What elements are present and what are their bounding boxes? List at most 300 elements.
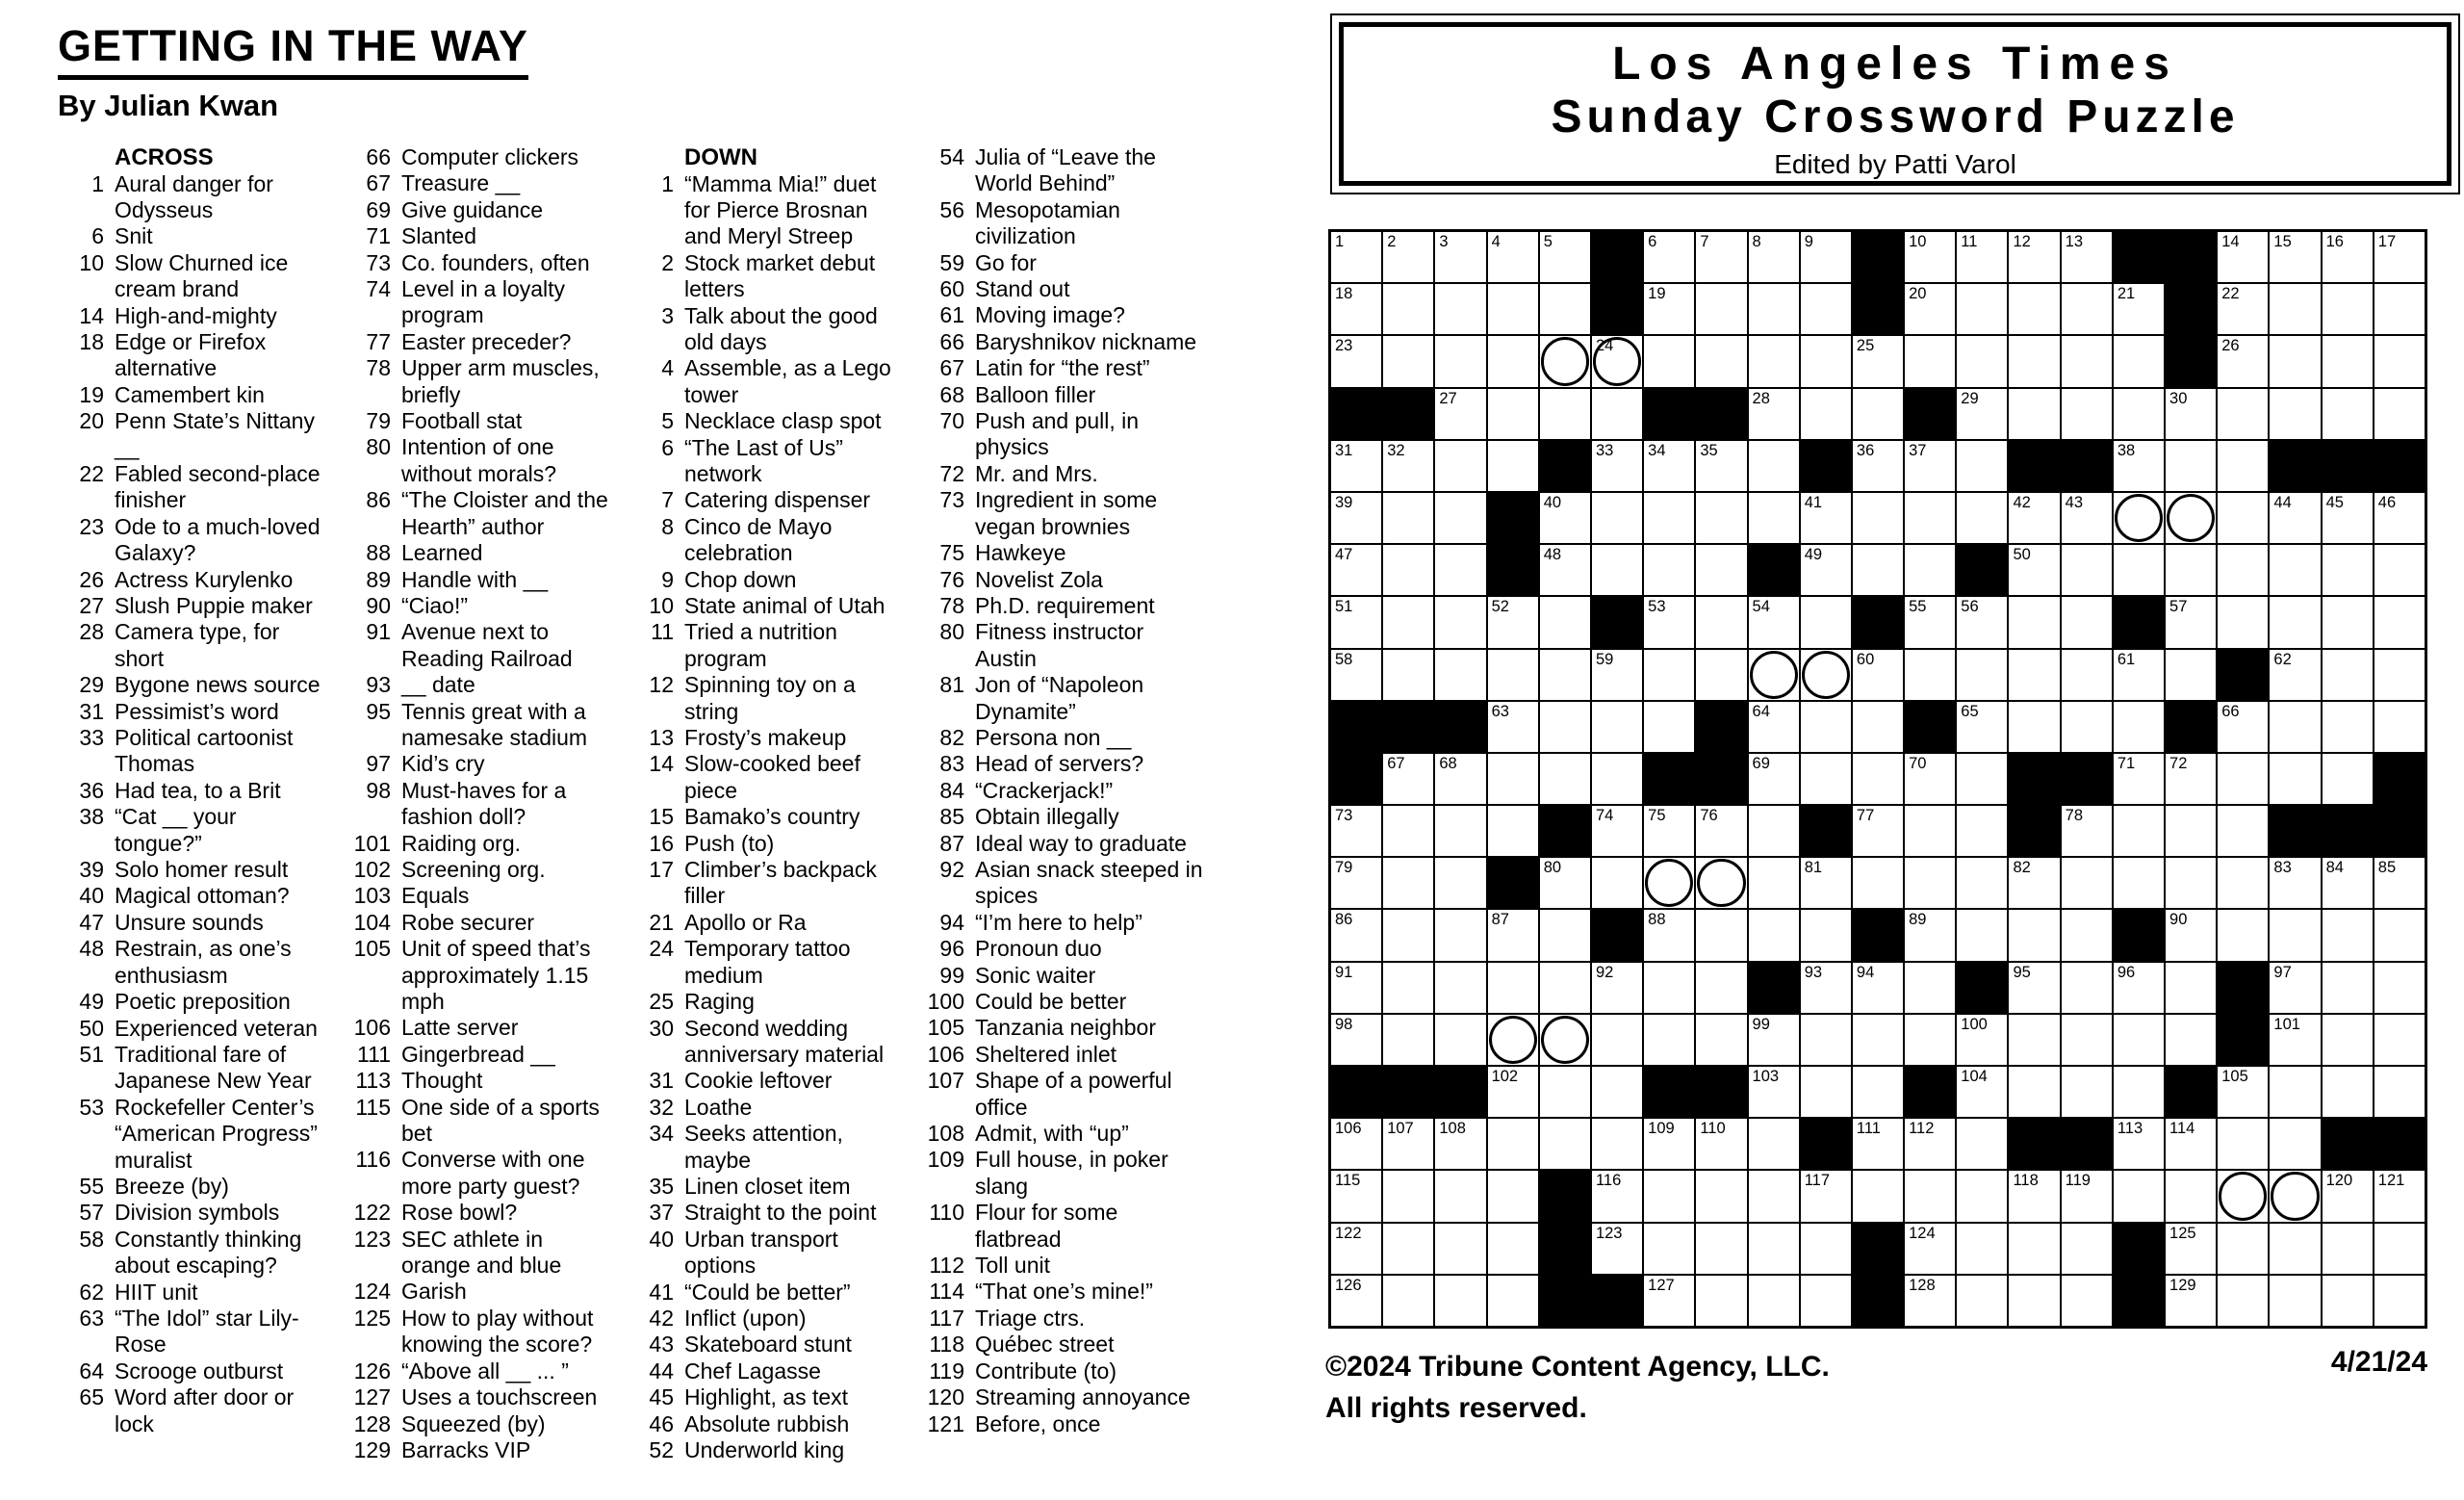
grid-cell-r5c3[interactable]: [1435, 441, 1485, 491]
grid-cell-r18c5[interactable]: [1540, 1119, 1590, 1169]
grid-cell-r1c15[interactable]: [2062, 232, 2112, 282]
grid-cell-r15c3[interactable]: [1435, 963, 1485, 1013]
grid-cell-r13c8[interactable]: [1696, 858, 1746, 908]
grid-cell-r12c7[interactable]: [1644, 806, 1694, 856]
grid-cell-r9c10[interactable]: [1801, 650, 1851, 700]
grid-cell-r1c4[interactable]: [1488, 232, 1538, 282]
grid-cell-r1c7[interactable]: [1644, 232, 1694, 282]
grid-cell-r14c19[interactable]: [2270, 910, 2320, 960]
grid-cell-r15c19[interactable]: [2270, 963, 2320, 1013]
grid-cell-r15c15[interactable]: [2062, 963, 2112, 1013]
grid-cell-r9c11[interactable]: [1853, 650, 1903, 700]
grid-cell-r5c12[interactable]: [1905, 441, 1955, 491]
grid-cell-r13c17[interactable]: [2166, 858, 2216, 908]
grid-cell-r8c21[interactable]: [2374, 597, 2425, 647]
grid-cell-r6c21[interactable]: [2374, 493, 2425, 543]
grid-cell-r19c2[interactable]: [1383, 1171, 1433, 1221]
grid-cell-r2c20[interactable]: [2323, 284, 2373, 334]
grid-cell-r18c4[interactable]: [1488, 1119, 1538, 1169]
grid-cell-r6c8[interactable]: [1696, 493, 1746, 543]
grid-cell-r18c8[interactable]: [1696, 1119, 1746, 1169]
grid-cell-r8c2[interactable]: [1383, 597, 1433, 647]
grid-cell-r15c1[interactable]: [1331, 963, 1381, 1013]
grid-cell-r20c17[interactable]: [2166, 1224, 2216, 1274]
grid-cell-r19c17[interactable]: [2166, 1171, 2216, 1221]
grid-cell-r8c19[interactable]: [2270, 597, 2320, 647]
grid-cell-r14c21[interactable]: [2374, 910, 2425, 960]
grid-cell-r2c13[interactable]: [1957, 284, 2007, 334]
grid-cell-r4c19[interactable]: [2270, 389, 2320, 439]
grid-cell-r15c8[interactable]: [1696, 963, 1746, 1013]
grid-cell-r21c18[interactable]: [2218, 1276, 2268, 1326]
grid-cell-r1c8[interactable]: [1696, 232, 1746, 282]
grid-cell-r6c11[interactable]: [1853, 493, 1903, 543]
grid-cell-r20c2[interactable]: [1383, 1224, 1433, 1274]
grid-cell-r21c17[interactable]: [2166, 1276, 2216, 1326]
grid-cell-r10c10[interactable]: [1801, 702, 1851, 752]
grid-cell-r1c1[interactable]: [1331, 232, 1381, 282]
grid-cell-r9c17[interactable]: [2166, 650, 2216, 700]
grid-cell-r4c4[interactable]: [1488, 389, 1538, 439]
grid-cell-r12c12[interactable]: [1905, 806, 1955, 856]
grid-cell-r19c7[interactable]: [1644, 1171, 1694, 1221]
grid-cell-r5c4[interactable]: [1488, 441, 1538, 491]
grid-cell-r16c8[interactable]: [1696, 1015, 1746, 1065]
grid-cell-r3c16[interactable]: [2114, 336, 2164, 386]
grid-cell-r6c17[interactable]: [2166, 493, 2216, 543]
grid-cell-r14c13[interactable]: [1957, 910, 2007, 960]
grid-cell-r13c10[interactable]: [1801, 858, 1851, 908]
grid-cell-r17c10[interactable]: [1801, 1067, 1851, 1117]
grid-cell-r8c8[interactable]: [1696, 597, 1746, 647]
grid-cell-r11c20[interactable]: [2323, 754, 2373, 804]
grid-cell-r18c9[interactable]: [1749, 1119, 1799, 1169]
grid-cell-r7c2[interactable]: [1383, 545, 1433, 595]
grid-cell-r14c3[interactable]: [1435, 910, 1485, 960]
grid-cell-r17c5[interactable]: [1540, 1067, 1590, 1117]
grid-cell-r8c10[interactable]: [1801, 597, 1851, 647]
grid-cell-r16c14[interactable]: [2009, 1015, 2059, 1065]
grid-cell-r2c10[interactable]: [1801, 284, 1851, 334]
grid-cell-r4c10[interactable]: [1801, 389, 1851, 439]
grid-cell-r3c12[interactable]: [1905, 336, 1955, 386]
grid-cell-r12c2[interactable]: [1383, 806, 1433, 856]
grid-cell-r18c19[interactable]: [2270, 1119, 2320, 1169]
grid-cell-r7c21[interactable]: [2374, 545, 2425, 595]
grid-cell-r14c15[interactable]: [2062, 910, 2112, 960]
grid-cell-r16c21[interactable]: [2374, 1015, 2425, 1065]
grid-cell-r8c9[interactable]: [1749, 597, 1799, 647]
grid-cell-r13c15[interactable]: [2062, 858, 2112, 908]
grid-cell-r16c11[interactable]: [1853, 1015, 1903, 1065]
grid-cell-r20c20[interactable]: [2323, 1224, 2373, 1274]
grid-cell-r21c21[interactable]: [2374, 1276, 2425, 1326]
grid-cell-r17c16[interactable]: [2114, 1067, 2164, 1117]
grid-cell-r6c20[interactable]: [2323, 493, 2373, 543]
grid-cell-r15c17[interactable]: [2166, 963, 2216, 1013]
grid-cell-r16c6[interactable]: [1592, 1015, 1642, 1065]
grid-cell-r5c9[interactable]: [1749, 441, 1799, 491]
grid-cell-r18c2[interactable]: [1383, 1119, 1433, 1169]
grid-cell-r5c8[interactable]: [1696, 441, 1746, 491]
grid-cell-r19c13[interactable]: [1957, 1171, 2007, 1221]
grid-cell-r18c6[interactable]: [1592, 1119, 1642, 1169]
grid-cell-r13c14[interactable]: [2009, 858, 2059, 908]
grid-cell-r14c2[interactable]: [1383, 910, 1433, 960]
grid-cell-r10c5[interactable]: [1540, 702, 1590, 752]
grid-cell-r15c5[interactable]: [1540, 963, 1590, 1013]
grid-cell-r7c15[interactable]: [2062, 545, 2112, 595]
grid-cell-r16c16[interactable]: [2114, 1015, 2164, 1065]
grid-cell-r6c9[interactable]: [1749, 493, 1799, 543]
grid-cell-r17c20[interactable]: [2323, 1067, 2373, 1117]
grid-cell-r17c15[interactable]: [2062, 1067, 2112, 1117]
grid-cell-r10c9[interactable]: [1749, 702, 1799, 752]
grid-cell-r19c21[interactable]: [2374, 1171, 2425, 1221]
grid-cell-r4c17[interactable]: [2166, 389, 2216, 439]
grid-cell-r7c16[interactable]: [2114, 545, 2164, 595]
grid-cell-r4c13[interactable]: [1957, 389, 2007, 439]
grid-cell-r10c14[interactable]: [2009, 702, 2059, 752]
grid-cell-r14c17[interactable]: [2166, 910, 2216, 960]
grid-cell-r20c3[interactable]: [1435, 1224, 1485, 1274]
grid-cell-r7c11[interactable]: [1853, 545, 1903, 595]
grid-cell-r10c13[interactable]: [1957, 702, 2007, 752]
grid-cell-r2c18[interactable]: [2218, 284, 2268, 334]
grid-cell-r13c13[interactable]: [1957, 858, 2007, 908]
grid-cell-r7c1[interactable]: [1331, 545, 1381, 595]
grid-cell-r11c18[interactable]: [2218, 754, 2268, 804]
grid-cell-r14c9[interactable]: [1749, 910, 1799, 960]
grid-cell-r12c17[interactable]: [2166, 806, 2216, 856]
grid-cell-r20c7[interactable]: [1644, 1224, 1694, 1274]
grid-cell-r4c15[interactable]: [2062, 389, 2112, 439]
grid-cell-r3c1[interactable]: [1331, 336, 1381, 386]
grid-cell-r19c8[interactable]: [1696, 1171, 1746, 1221]
grid-cell-r2c5[interactable]: [1540, 284, 1590, 334]
grid-cell-r8c15[interactable]: [2062, 597, 2112, 647]
grid-cell-r7c17[interactable]: [2166, 545, 2216, 595]
grid-cell-r18c16[interactable]: [2114, 1119, 2164, 1169]
grid-cell-r9c19[interactable]: [2270, 650, 2320, 700]
grid-cell-r13c21[interactable]: [2374, 858, 2425, 908]
grid-cell-r19c14[interactable]: [2009, 1171, 2059, 1221]
grid-cell-r21c9[interactable]: [1749, 1276, 1799, 1326]
grid-cell-r10c6[interactable]: [1592, 702, 1642, 752]
grid-cell-r6c19[interactable]: [2270, 493, 2320, 543]
grid-cell-r19c3[interactable]: [1435, 1171, 1485, 1221]
grid-cell-r4c5[interactable]: [1540, 389, 1590, 439]
grid-cell-r1c20[interactable]: [2323, 232, 2373, 282]
grid-cell-r2c14[interactable]: [2009, 284, 2059, 334]
grid-cell-r13c20[interactable]: [2323, 858, 2373, 908]
grid-cell-r1c12[interactable]: [1905, 232, 1955, 282]
grid-cell-r8c5[interactable]: [1540, 597, 1590, 647]
grid-cell-r10c16[interactable]: [2114, 702, 2164, 752]
grid-cell-r8c14[interactable]: [2009, 597, 2059, 647]
grid-cell-r1c19[interactable]: [2270, 232, 2320, 282]
grid-cell-r9c3[interactable]: [1435, 650, 1485, 700]
grid-cell-r11c19[interactable]: [2270, 754, 2320, 804]
grid-cell-r1c13[interactable]: [1957, 232, 2007, 282]
grid-cell-r19c10[interactable]: [1801, 1171, 1851, 1221]
grid-cell-r21c1[interactable]: [1331, 1276, 1381, 1326]
grid-cell-r16c3[interactable]: [1435, 1015, 1485, 1065]
grid-cell-r7c5[interactable]: [1540, 545, 1590, 595]
grid-cell-r13c19[interactable]: [2270, 858, 2320, 908]
grid-cell-r7c14[interactable]: [2009, 545, 2059, 595]
grid-cell-r4c16[interactable]: [2114, 389, 2164, 439]
grid-cell-r12c11[interactable]: [1853, 806, 1903, 856]
grid-cell-r9c7[interactable]: [1644, 650, 1694, 700]
grid-cell-r11c10[interactable]: [1801, 754, 1851, 804]
grid-cell-r6c16[interactable]: [2114, 493, 2164, 543]
grid-cell-r18c11[interactable]: [1853, 1119, 1903, 1169]
grid-cell-r2c4[interactable]: [1488, 284, 1538, 334]
grid-cell-r11c6[interactable]: [1592, 754, 1642, 804]
grid-cell-r6c3[interactable]: [1435, 493, 1485, 543]
grid-cell-r4c18[interactable]: [2218, 389, 2268, 439]
grid-cell-r21c2[interactable]: [1383, 1276, 1433, 1326]
grid-cell-r15c11[interactable]: [1853, 963, 1903, 1013]
grid-cell-r11c12[interactable]: [1905, 754, 1955, 804]
grid-cell-r5c7[interactable]: [1644, 441, 1694, 491]
grid-cell-r2c3[interactable]: [1435, 284, 1485, 334]
grid-cell-r11c5[interactable]: [1540, 754, 1590, 804]
grid-cell-r13c18[interactable]: [2218, 858, 2268, 908]
grid-cell-r9c9[interactable]: [1749, 650, 1799, 700]
grid-cell-r17c9[interactable]: [1749, 1067, 1799, 1117]
grid-cell-r20c12[interactable]: [1905, 1224, 1955, 1274]
grid-cell-r7c20[interactable]: [2323, 545, 2373, 595]
grid-cell-r20c10[interactable]: [1801, 1224, 1851, 1274]
grid-cell-r16c19[interactable]: [2270, 1015, 2320, 1065]
grid-cell-r2c12[interactable]: [1905, 284, 1955, 334]
grid-cell-r7c8[interactable]: [1696, 545, 1746, 595]
grid-cell-r3c21[interactable]: [2374, 336, 2425, 386]
grid-cell-r20c19[interactable]: [2270, 1224, 2320, 1274]
grid-cell-r4c11[interactable]: [1853, 389, 1903, 439]
grid-cell-r21c15[interactable]: [2062, 1276, 2112, 1326]
grid-cell-r4c3[interactable]: [1435, 389, 1485, 439]
grid-cell-r18c18[interactable]: [2218, 1119, 2268, 1169]
grid-cell-r9c8[interactable]: [1696, 650, 1746, 700]
grid-cell-r21c8[interactable]: [1696, 1276, 1746, 1326]
grid-cell-r15c6[interactable]: [1592, 963, 1642, 1013]
grid-cell-r2c8[interactable]: [1696, 284, 1746, 334]
grid-cell-r9c12[interactable]: [1905, 650, 1955, 700]
grid-cell-r3c13[interactable]: [1957, 336, 2007, 386]
grid-cell-r8c13[interactable]: [1957, 597, 2007, 647]
grid-cell-r12c4[interactable]: [1488, 806, 1538, 856]
grid-cell-r13c1[interactable]: [1331, 858, 1381, 908]
grid-cell-r9c1[interactable]: [1331, 650, 1381, 700]
grid-cell-r7c6[interactable]: [1592, 545, 1642, 595]
grid-cell-r13c11[interactable]: [1853, 858, 1903, 908]
grid-cell-r11c16[interactable]: [2114, 754, 2164, 804]
grid-cell-r20c13[interactable]: [1957, 1224, 2007, 1274]
grid-cell-r12c6[interactable]: [1592, 806, 1642, 856]
grid-cell-r16c4[interactable]: [1488, 1015, 1538, 1065]
grid-cell-r14c20[interactable]: [2323, 910, 2373, 960]
grid-cell-r2c2[interactable]: [1383, 284, 1433, 334]
grid-cell-r20c4[interactable]: [1488, 1224, 1538, 1274]
grid-cell-r20c6[interactable]: [1592, 1224, 1642, 1274]
grid-cell-r14c10[interactable]: [1801, 910, 1851, 960]
grid-cell-r16c10[interactable]: [1801, 1015, 1851, 1065]
grid-cell-r16c9[interactable]: [1749, 1015, 1799, 1065]
grid-cell-r1c9[interactable]: [1749, 232, 1799, 282]
grid-cell-r5c13[interactable]: [1957, 441, 2007, 491]
grid-cell-r2c1[interactable]: [1331, 284, 1381, 334]
grid-cell-r13c5[interactable]: [1540, 858, 1590, 908]
grid-cell-r20c14[interactable]: [2009, 1224, 2059, 1274]
grid-cell-r4c21[interactable]: [2374, 389, 2425, 439]
grid-cell-r18c7[interactable]: [1644, 1119, 1694, 1169]
grid-cell-r9c13[interactable]: [1957, 650, 2007, 700]
grid-cell-r5c2[interactable]: [1383, 441, 1433, 491]
grid-cell-r19c1[interactable]: [1331, 1171, 1381, 1221]
grid-cell-r8c18[interactable]: [2218, 597, 2268, 647]
grid-cell-r6c5[interactable]: [1540, 493, 1590, 543]
grid-cell-r5c16[interactable]: [2114, 441, 2164, 491]
grid-cell-r9c21[interactable]: [2374, 650, 2425, 700]
grid-cell-r16c17[interactable]: [2166, 1015, 2216, 1065]
grid-cell-r21c7[interactable]: [1644, 1276, 1694, 1326]
grid-cell-r15c4[interactable]: [1488, 963, 1538, 1013]
grid-cell-r3c9[interactable]: [1749, 336, 1799, 386]
grid-cell-r7c18[interactable]: [2218, 545, 2268, 595]
grid-cell-r14c5[interactable]: [1540, 910, 1590, 960]
grid-cell-r12c1[interactable]: [1331, 806, 1381, 856]
grid-cell-r6c7[interactable]: [1644, 493, 1694, 543]
grid-cell-r16c12[interactable]: [1905, 1015, 1955, 1065]
grid-cell-r3c3[interactable]: [1435, 336, 1485, 386]
grid-cell-r21c19[interactable]: [2270, 1276, 2320, 1326]
grid-cell-r13c9[interactable]: [1749, 858, 1799, 908]
grid-cell-r11c9[interactable]: [1749, 754, 1799, 804]
grid-cell-r3c14[interactable]: [2009, 336, 2059, 386]
grid-cell-r5c11[interactable]: [1853, 441, 1903, 491]
grid-cell-r14c4[interactable]: [1488, 910, 1538, 960]
grid-cell-r7c3[interactable]: [1435, 545, 1485, 595]
grid-cell-r10c21[interactable]: [2374, 702, 2425, 752]
grid-cell-r15c20[interactable]: [2323, 963, 2373, 1013]
grid-cell-r21c20[interactable]: [2323, 1276, 2373, 1326]
grid-cell-r3c4[interactable]: [1488, 336, 1538, 386]
grid-cell-r15c2[interactable]: [1383, 963, 1433, 1013]
grid-cell-r21c14[interactable]: [2009, 1276, 2059, 1326]
grid-cell-r15c12[interactable]: [1905, 963, 1955, 1013]
grid-cell-r4c20[interactable]: [2323, 389, 2373, 439]
grid-cell-r11c3[interactable]: [1435, 754, 1485, 804]
grid-cell-r10c4[interactable]: [1488, 702, 1538, 752]
grid-cell-r16c20[interactable]: [2323, 1015, 2373, 1065]
grid-cell-r18c1[interactable]: [1331, 1119, 1381, 1169]
grid-cell-r15c10[interactable]: [1801, 963, 1851, 1013]
grid-cell-r17c19[interactable]: [2270, 1067, 2320, 1117]
grid-cell-r18c17[interactable]: [2166, 1119, 2216, 1169]
grid-cell-r3c20[interactable]: [2323, 336, 2373, 386]
grid-cell-r1c2[interactable]: [1383, 232, 1433, 282]
grid-cell-r19c16[interactable]: [2114, 1171, 2164, 1221]
grid-cell-r5c18[interactable]: [2218, 441, 2268, 491]
grid-cell-r3c18[interactable]: [2218, 336, 2268, 386]
grid-cell-r2c21[interactable]: [2374, 284, 2425, 334]
grid-cell-r20c1[interactable]: [1331, 1224, 1381, 1274]
grid-cell-r4c9[interactable]: [1749, 389, 1799, 439]
grid-cell-r6c13[interactable]: [1957, 493, 2007, 543]
grid-cell-r10c20[interactable]: [2323, 702, 2373, 752]
grid-cell-r15c14[interactable]: [2009, 963, 2059, 1013]
grid-cell-r11c17[interactable]: [2166, 754, 2216, 804]
grid-cell-r9c5[interactable]: [1540, 650, 1590, 700]
grid-cell-r9c4[interactable]: [1488, 650, 1538, 700]
grid-cell-r5c1[interactable]: [1331, 441, 1381, 491]
grid-cell-r19c4[interactable]: [1488, 1171, 1538, 1221]
grid-cell-r13c12[interactable]: [1905, 858, 1955, 908]
grid-cell-r3c2[interactable]: [1383, 336, 1433, 386]
grid-cell-r15c7[interactable]: [1644, 963, 1694, 1013]
grid-cell-r12c15[interactable]: [2062, 806, 2112, 856]
grid-cell-r14c12[interactable]: [1905, 910, 1955, 960]
grid-cell-r2c15[interactable]: [2062, 284, 2112, 334]
grid-cell-r13c16[interactable]: [2114, 858, 2164, 908]
grid-cell-r10c7[interactable]: [1644, 702, 1694, 752]
grid-cell-r21c13[interactable]: [1957, 1276, 2007, 1326]
grid-cell-r10c11[interactable]: [1853, 702, 1903, 752]
grid-cell-r4c14[interactable]: [2009, 389, 2059, 439]
grid-cell-r17c6[interactable]: [1592, 1067, 1642, 1117]
grid-cell-r14c1[interactable]: [1331, 910, 1381, 960]
grid-cell-r9c15[interactable]: [2062, 650, 2112, 700]
grid-cell-r12c16[interactable]: [2114, 806, 2164, 856]
grid-cell-r6c1[interactable]: [1331, 493, 1381, 543]
grid-cell-r3c7[interactable]: [1644, 336, 1694, 386]
grid-cell-r19c11[interactable]: [1853, 1171, 1903, 1221]
grid-cell-r8c17[interactable]: [2166, 597, 2216, 647]
grid-cell-r7c7[interactable]: [1644, 545, 1694, 595]
grid-cell-r7c12[interactable]: [1905, 545, 1955, 595]
grid-cell-r1c10[interactable]: [1801, 232, 1851, 282]
grid-cell-r1c5[interactable]: [1540, 232, 1590, 282]
grid-cell-r17c14[interactable]: [2009, 1067, 2059, 1117]
grid-cell-r3c19[interactable]: [2270, 336, 2320, 386]
grid-cell-r14c7[interactable]: [1644, 910, 1694, 960]
grid-cell-r19c12[interactable]: [1905, 1171, 1955, 1221]
grid-cell-r12c18[interactable]: [2218, 806, 2268, 856]
grid-cell-r4c6[interactable]: [1592, 389, 1642, 439]
grid-cell-r20c18[interactable]: [2218, 1224, 2268, 1274]
grid-cell-r19c18[interactable]: [2218, 1171, 2268, 1221]
grid-cell-r11c4[interactable]: [1488, 754, 1538, 804]
grid-cell-r2c16[interactable]: [2114, 284, 2164, 334]
grid-cell-r7c10[interactable]: [1801, 545, 1851, 595]
grid-cell-r9c2[interactable]: [1383, 650, 1433, 700]
grid-cell-r14c18[interactable]: [2218, 910, 2268, 960]
grid-cell-r5c17[interactable]: [2166, 441, 2216, 491]
grid-cell-r3c15[interactable]: [2062, 336, 2112, 386]
grid-cell-r12c13[interactable]: [1957, 806, 2007, 856]
grid-cell-r18c12[interactable]: [1905, 1119, 1955, 1169]
grid-cell-r6c10[interactable]: [1801, 493, 1851, 543]
grid-cell-r21c4[interactable]: [1488, 1276, 1538, 1326]
grid-cell-r15c16[interactable]: [2114, 963, 2164, 1013]
grid-cell-r12c9[interactable]: [1749, 806, 1799, 856]
grid-cell-r20c9[interactable]: [1749, 1224, 1799, 1274]
grid-cell-r13c6[interactable]: [1592, 858, 1642, 908]
grid-cell-r6c2[interactable]: [1383, 493, 1433, 543]
